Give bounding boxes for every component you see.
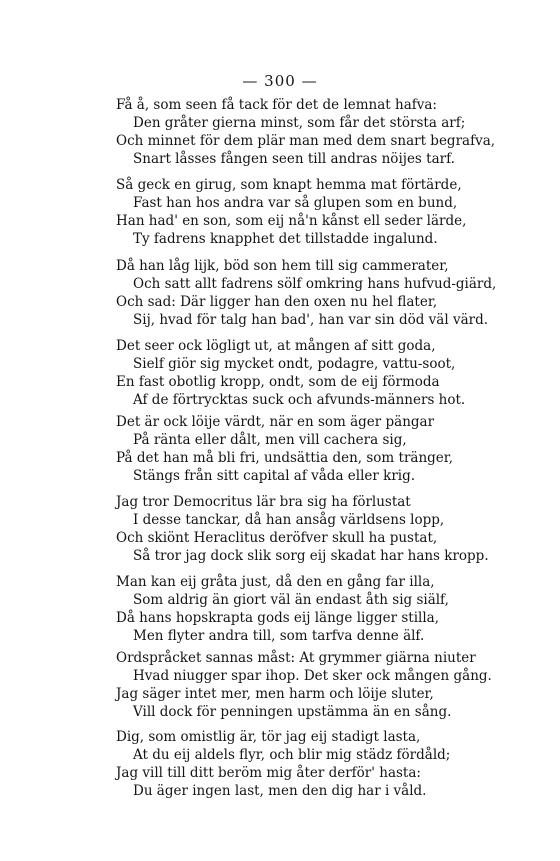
verse-line: Jag säger intet mer, men harm och löije sluter, [116, 686, 434, 702]
verse-line: Och minnet för dem plär man med dem snart begrafva, [116, 133, 496, 149]
verse-line: Den gråter gierna minst, som får det största arf; [133, 115, 466, 131]
verse-line: Af de förtrycktas suck och afvunds-männers hot. [133, 392, 466, 408]
verse-line: Ty fadrens knapphet det tillstadde ingalund. [133, 231, 438, 247]
verse-line: I desse tanckar, då han ansåg världsens lopp, [133, 512, 445, 528]
verse-line: Sij, hvad för talg han bad', han var sin död väl värd. [133, 312, 489, 328]
verse-line: Ordspråcket sannas måst: At grymmer giärna niuter [116, 650, 476, 666]
verse-line: At du eij aldels flyr, och blir mig städz fördåld; [133, 747, 451, 763]
verse-line: Men flyter andra till, som tarfva denne älf. [133, 628, 425, 644]
verse-line: På ränta eller dålt, men vill cachera sig, [133, 432, 407, 448]
verse-line: Då hans hopskrapta gods eij länge ligger stilla, [116, 610, 439, 626]
verse-line: Det seer ock lögligt ut, at mången af sitt goda, [116, 338, 436, 354]
verse-line: Fast han hos andra var så glupen som en bund, [133, 195, 458, 211]
verse-line: Han had' en son, som eij nå'n kånst ell seder lärde, [116, 213, 467, 229]
verse-line: Jag tror Democritus lär bra sig ha förlustat [116, 494, 411, 510]
verse-line: Jag vill till ditt beröm mig åter derför' hasta: [116, 765, 421, 781]
verse-line: På det han må bli fri, undsättia den, som tränger, [116, 450, 454, 466]
verse-line: Hvad niugger spar ihop. Det sker ock mången gång. [133, 668, 492, 684]
verse-line: Stängs från sitt capital af våda eller krig. [133, 468, 416, 484]
verse-line: Du äger ingen last, men den dig har i våld. [133, 783, 427, 799]
verse-line: Och satt allt fadrens sölf omkring hans hufvud-giärd, [133, 276, 497, 292]
page-number: — 300 — [242, 72, 318, 90]
verse-line: En fast obotlig kropp, ondt, som de eij förmoda [116, 374, 440, 390]
verse-line: Så tror jag dock slik sorg eij skadat har hans kropp. [133, 548, 489, 564]
verse-line: Som aldrig än giort väl än endast åth sig siälf, [133, 592, 449, 608]
verse-line: Man kan eij gråta just, då den en gång far illa, [116, 574, 435, 590]
verse-line: Och sad: Där ligger han den oxen nu hel flater, [116, 294, 438, 310]
verse-line: Det är ock löije värdt, när en som äger pängar [116, 414, 435, 430]
verse-line: Snart låsses fången seen till andras nöijes tarf. [133, 151, 455, 167]
verse-line: Då han låg lijk, böd son hem till sig cammerater, [116, 258, 449, 274]
verse-line: Och skiönt Heraclitus deröfver skull ha pustat, [116, 530, 438, 546]
verse-line: Sielf giör sig mycket ondt, podagre, vattu-soot, [133, 356, 456, 372]
verse-line: Få å, som seen få tack för det de lemnat hafva: [116, 97, 437, 113]
verse-line: Så geck en girug, som knapt hemma mat förtärde, [116, 177, 462, 193]
verse-line: Vill dock för penningen upstämma än en sång. [133, 704, 452, 720]
verse-line: Dig, som omistlig är, tör jag eij stadigt lasta, [116, 729, 421, 745]
